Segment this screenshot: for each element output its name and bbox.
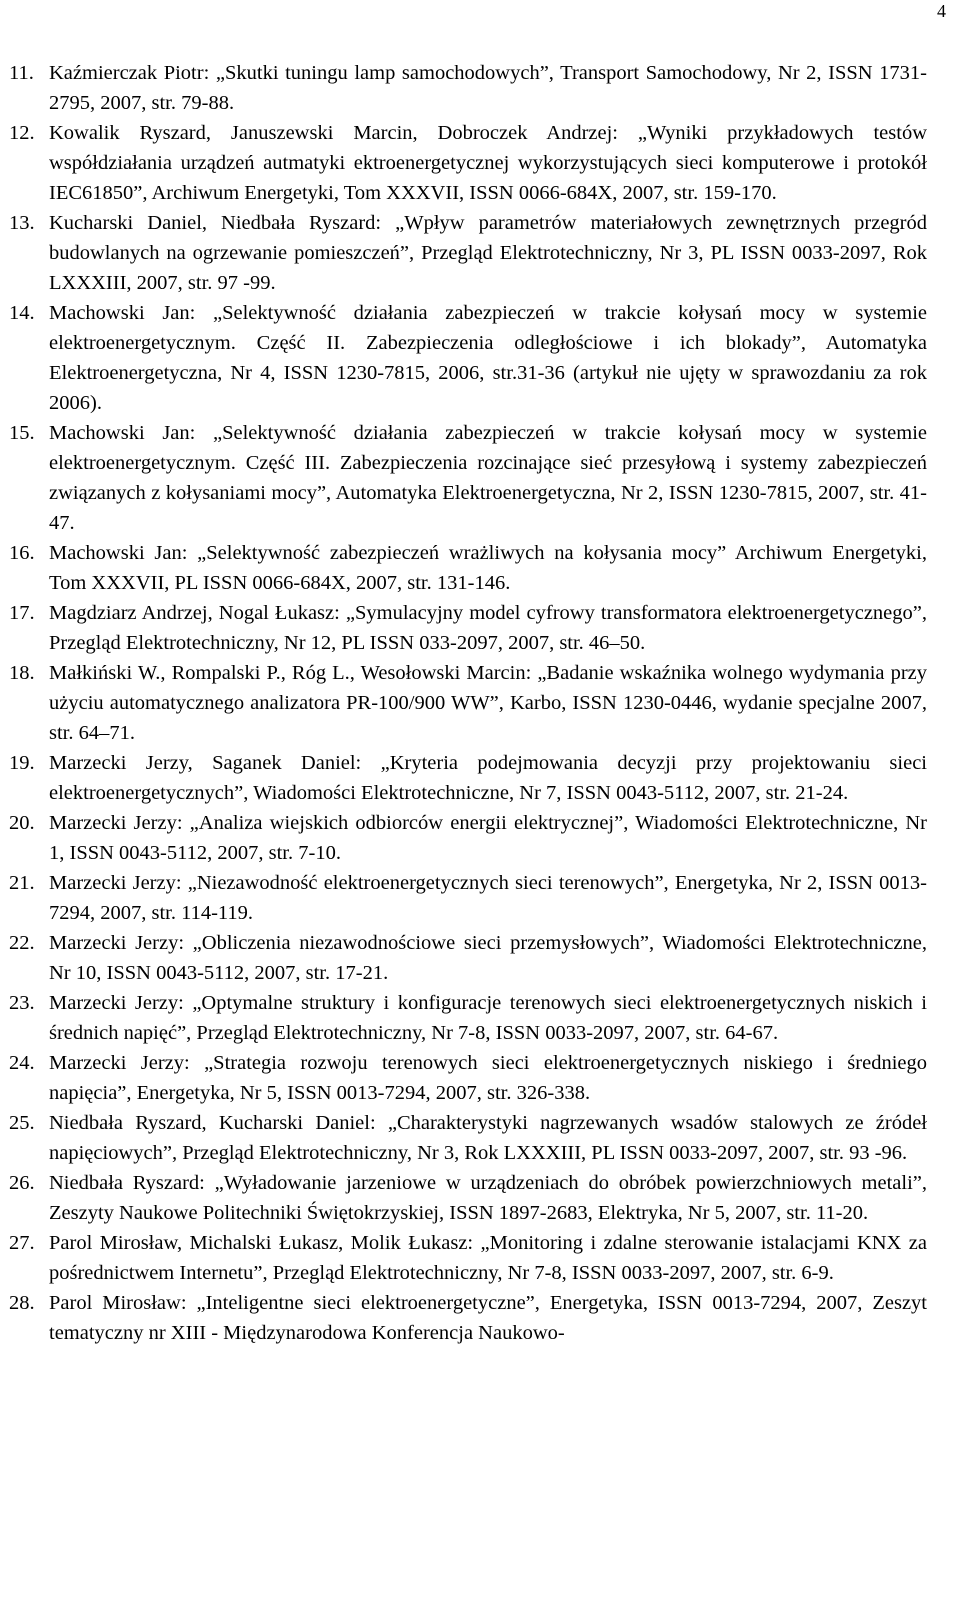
reference-number: 14. — [9, 302, 35, 324]
reference-number: 28. — [9, 1292, 35, 1314]
reference-text: Machowski Jan: „Selektywność działania zabezpieczeń w trakcie kołysań mocy w systemie elektroenergetycznym. Część III. Zabezpieczenia rozcinające sieć przesyłową i systemy zabezpieczeń związanych z kołysaniami mocy”, Automatyka Elektroenergetyczna, Nr 2, ISSN 1230-7815, 2007, str. 41-47. — [49, 422, 927, 534]
reference-item — [0, 538, 960, 598]
reference-text: Kowalik Ryszard, Januszewski Marcin, Dobroczek Andrzej: „Wyniki przykładowych testów współdziałania urządzeń autmatyki ektroenergetycznej wykorzystujących sieci komputerowe i protokół IEC61850”, Archiwum Energetyki, Tom XXXVII, ISSN 0066-684X, 2007, str. 159-170. — [49, 122, 927, 204]
reference-item — [0, 1228, 960, 1288]
reference-item — [0, 928, 960, 988]
reference-item — [0, 118, 960, 208]
reference-number: 17. — [9, 602, 35, 624]
reference-item — [0, 1168, 960, 1228]
reference-item — [0, 1288, 960, 1348]
reference-item — [0, 748, 960, 808]
reference-number: 16. — [9, 542, 35, 564]
reference-text: Magdziarz Andrzej, Nogal Łukasz: „Symulacyjny model cyfrowy transformatora elektroenergetycznego”, Przegląd Elektrotechniczny, Nr 12, PL ISSN 033-2097, 2007, str. 46–50. — [49, 602, 927, 654]
reference-item — [0, 58, 960, 118]
reference-item — [0, 1048, 960, 1108]
reference-text: Kucharski Daniel, Niedbała Ryszard: „Wpływ parametrów materiałowych zewnętrznych przegród budowlanych na ogrzewanie pomieszczeń”, Przegląd Elektrotechniczny, Nr 3, PL ISSN 0033-2097, Rok LXXXIII, 2007, str. 97 -99. — [49, 212, 927, 294]
reference-text: Parol Mirosław: „Inteligentne sieci elektroenergetyczne”, Energetyka, ISSN 0013-7294, 2007, Zeszyt tematyczny nr XIII - Międzynarodowa Konferencja Naukowo- — [49, 1292, 927, 1344]
reference-text: Marzecki Jerzy, Saganek Daniel: „Kryteria podejmowania decyzji przy projektowaniu sieci elektroenergetycznych”, Wiadomości Elektrotechniczne, Nr 7, ISSN 0043-5112, 2007, str. 21-24. — [49, 752, 927, 804]
reference-item — [0, 298, 960, 418]
reference-item — [0, 418, 960, 538]
reference-number: 24. — [9, 1052, 35, 1074]
reference-number: 13. — [9, 212, 35, 234]
reference-text: Niedbała Ryszard, Kucharski Daniel: „Charakterystyki nagrzewanych wsadów stalowych ze źródeł napięciowych”, Przegląd Elektrotechniczny, Nr 3, Rok LXXXIII, PL ISSN 0033-2097, 2007, str. 93 -96. — [49, 1112, 927, 1164]
reference-item — [0, 808, 960, 868]
reference-text: Marzecki Jerzy: „Strategia rozwoju terenowych sieci elektroenergetycznych niskiego i średniego napięcia”, Energetyka, Nr 5, ISSN 0013-7294, 2007, str. 326-338. — [49, 1052, 927, 1104]
reference-item — [0, 988, 960, 1048]
reference-number: 11. — [9, 62, 34, 84]
reference-number: 26. — [9, 1172, 35, 1194]
reference-text: Małkiński W., Rompalski P., Róg L., Wesołowski Marcin: „Badanie wskaźnika wolnego wydymania przy użyciu automatycznego analizatora PR-100/900 WW”, Karbo, ISSN 1230-0446, wydanie specjalne 2007, str. 64–71. — [49, 662, 927, 744]
reference-item — [0, 868, 960, 928]
reference-number: 19. — [9, 752, 35, 774]
reference-number: 25. — [9, 1112, 35, 1134]
reference-number: 27. — [9, 1232, 35, 1254]
reference-text: Marzecki Jerzy: „Niezawodność elektroenergetycznych sieci terenowych”, Energetyka, Nr 2, ISSN 0013-7294, 2007, str. 114-119. — [49, 872, 927, 924]
reference-text: Marzecki Jerzy: „Obliczenia niezawodnościowe sieci przemysłowych”, Wiadomości Elektrotechniczne, Nr 10, ISSN 0043-5112, 2007, str. 17-21. — [49, 932, 927, 984]
reference-list — [0, 58, 960, 1348]
reference-text: Machowski Jan: „Selektywność zabezpieczeń wrażliwych na kołysania mocy” Archiwum Energetyki, Tom XXXVII, PL ISSN 0066-684X, 2007, str. 131-146. — [49, 542, 927, 594]
reference-text: Niedbała Ryszard: „Wyładowanie jarzeniowe w urządzeniach do obróbek powierzchniowych metali”, Zeszyty Naukowe Politechniki Świętokrzyskiej, ISSN 1897-2683, Elektryka, Nr 5, 2007, str. 11-20. — [49, 1172, 927, 1224]
reference-number: 18. — [9, 662, 35, 684]
reference-text: Marzecki Jerzy: „Analiza wiejskich odbiorców energii elektrycznej”, Wiadomości Elektrotechniczne, Nr 1, ISSN 0043-5112, 2007, str. 7-10. — [49, 812, 927, 864]
reference-number: 15. — [9, 422, 35, 444]
reference-item — [0, 208, 960, 298]
reference-text: Kaźmierczak Piotr: „Skutki tuningu lamp samochodowych”, Transport Samochodowy, Nr 2, ISSN 1731-2795, 2007, str. 79-88. — [49, 62, 927, 114]
reference-item — [0, 658, 960, 748]
reference-item — [0, 598, 960, 658]
reference-text: Parol Mirosław, Michalski Łukasz, Molik Łukasz: „Monitoring i zdalne sterowanie istalacjami KNX za pośrednictwem Internetu”, Przegląd Elektrotechniczny, Nr 7-8, ISSN 0033-2097, 2007, str. 6-9. — [49, 1232, 927, 1284]
reference-number: 12. — [9, 122, 35, 144]
reference-number: 21. — [9, 872, 35, 894]
reference-number: 23. — [9, 992, 35, 1014]
page-number: 4 — [937, 1, 946, 21]
reference-number: 20. — [9, 812, 35, 834]
reference-item — [0, 1108, 960, 1168]
reference-text: Marzecki Jerzy: „Optymalne struktury i konfiguracje terenowych sieci elektroenergetycznych niskich i średnich napięć”, Przegląd Elektrotechniczny, Nr 7-8, ISSN 0033-2097, 2007, str. 64-67. — [49, 992, 927, 1044]
reference-text: Machowski Jan: „Selektywność działania zabezpieczeń w trakcie kołysań mocy w systemie elektroenergetycznym. Część II. Zabezpieczenia odległościowe i ich blokady”, Automatyka Elektroenergetyczna, Nr 4, ISSN 1230-7815, 2006, str.31-36 (artykuł nie ujęty w sprawozdaniu za rok 2006). — [49, 302, 927, 414]
reference-number: 22. — [9, 932, 35, 954]
